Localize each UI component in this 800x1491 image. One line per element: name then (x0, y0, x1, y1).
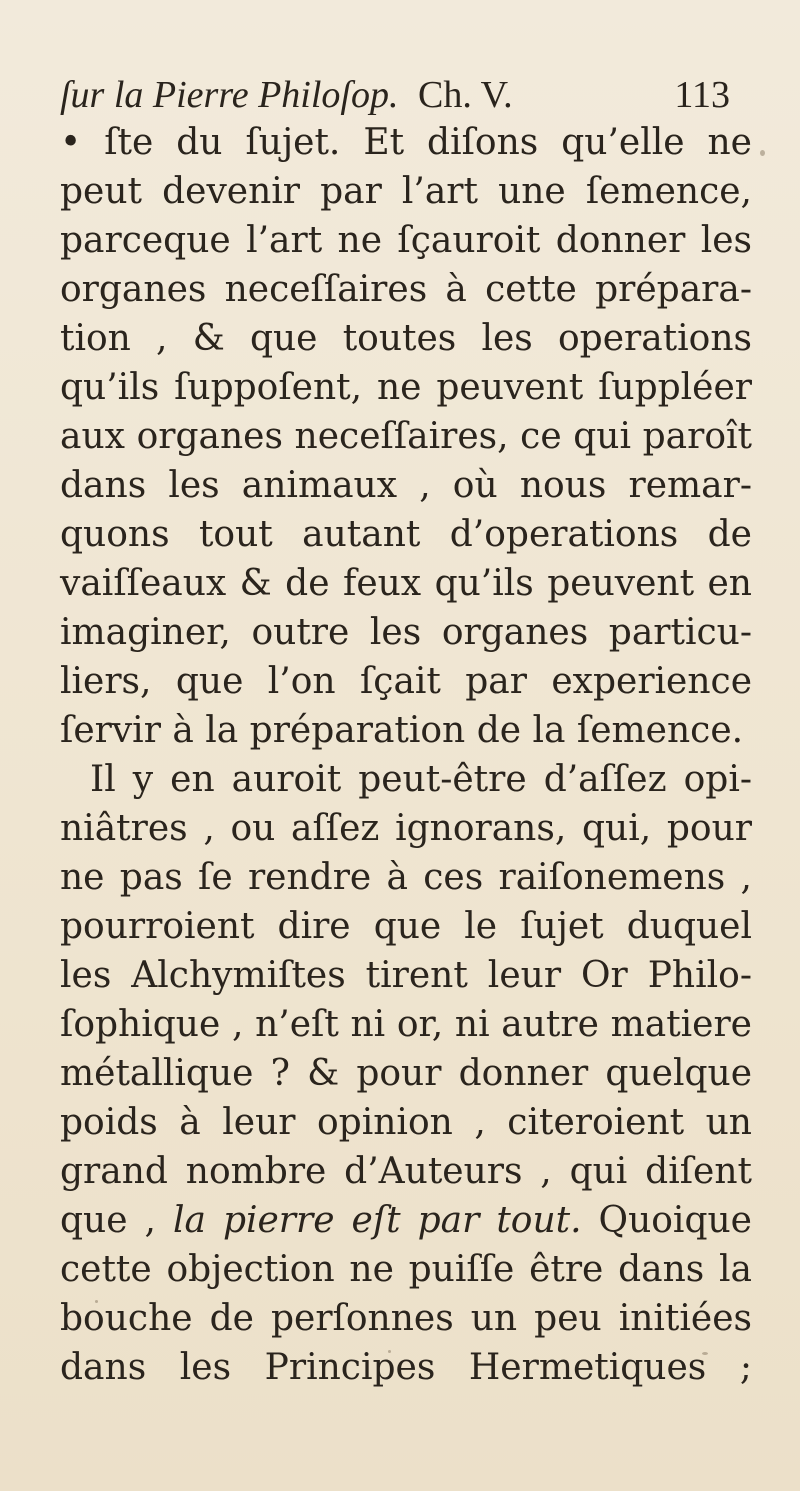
chapter-label: Ch. V. (417, 74, 513, 116)
paper-speck (760, 150, 765, 156)
text-line: quons tout autant d’operations de (60, 514, 752, 555)
text-line: peut devenir par l’art une ſemence, (60, 171, 752, 212)
text-line: bouche de perſonnes un peu initiées (60, 1298, 752, 1339)
page-header (60, 70, 730, 120)
line-start: que , (60, 1200, 173, 1241)
line-end: Quoique (581, 1200, 752, 1241)
text-line: imaginer, outre les organes particu- (60, 612, 752, 653)
text-line: métallique ? & pour donner quelque (60, 1053, 752, 1094)
text-line: ſervir à la préparation de la ſemence. (60, 710, 744, 751)
body-text (60, 118, 752, 1392)
text-line: parceque l’art ne ſçauroit donner les (60, 220, 752, 261)
text-line: cette objection ne puiſſe être dans la (60, 1249, 752, 1290)
text-line: qu’ils ſuppoſent, ne peuvent ſuppléer (60, 367, 752, 408)
page-number: 113 (674, 74, 730, 116)
text-line: tion , & que toutes les operations (60, 318, 752, 359)
text-line: vaiſſeaux & de feux qu’ils peuvent en (60, 563, 752, 604)
text-line: organes neceſſaires à cette prépara- (60, 269, 752, 310)
text-line: dans les Principes Hermetiques ; (60, 1347, 752, 1388)
running-head: ſur la Pierre Philoſop. (60, 74, 399, 116)
text-line: grand nombre d’Auteurs , qui diſent (60, 1151, 752, 1192)
text-line: dans les animaux , où nous remar- (60, 465, 752, 506)
text-line: aux organes neceſſaires, ce qui paroît (60, 416, 752, 457)
text-line-with-quote (60, 1196, 752, 1245)
text-line: ne pas ſe rendre à ces raiſonemens , (60, 857, 752, 898)
text-line: poids à leur opinion , citeroient un (60, 1102, 752, 1143)
paragraph-start-line: Il y en auroit peut-être d’aſſez opi- (90, 759, 752, 800)
text-line: pourroient dire que le ſujet duquel (60, 906, 752, 947)
italic-quotation: la pierre eſt par tout. (172, 1200, 582, 1241)
text-line: niâtres , ou aſſez ignorans, qui, pour (60, 808, 752, 849)
text-line: liers, que l’on ſçait par experience (60, 661, 752, 702)
text-line: ſophique , n’eſt ni or, ni autre matiere (60, 1004, 752, 1045)
text-line: les Alchymiſtes tirent leur Or Philo- (60, 955, 752, 996)
text-line: • ſte du ſujet. Et diſons qu’elle ne (60, 122, 752, 163)
